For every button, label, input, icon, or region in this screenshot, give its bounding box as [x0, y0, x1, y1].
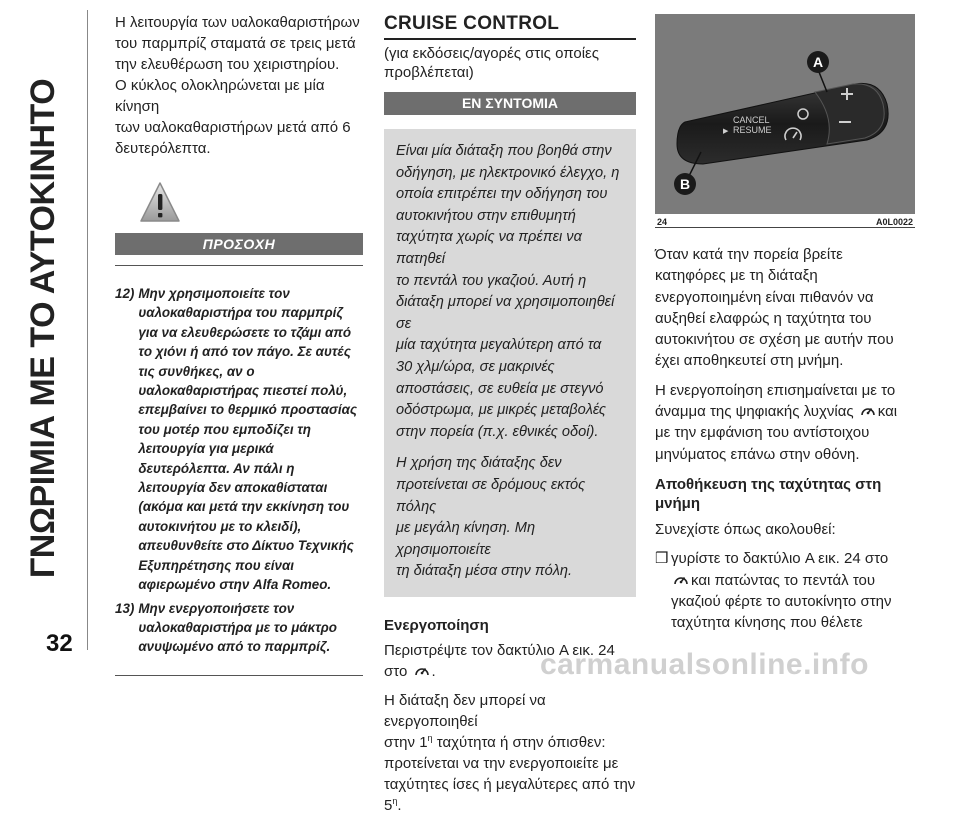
warning-list: [115, 265, 363, 676]
activation-paragraph: Η διάταξη δεν μπορεί να ενεργοποιηθεί στην $1^\eta$ ταχύτητα ή στην όπισθεν: προτείνεται να την ενεργοποιείτε με ταχύτητες ίσες ή μεγαλύτερες από την $5^\eta$.: [384, 691, 636, 814]
cruise-control-icon: [414, 664, 430, 678]
watermark: carmanualsonline.info: [540, 648, 869, 681]
resume-label: RESUME: [733, 125, 772, 135]
activation-heading: Ενεργοποίηση: [384, 616, 489, 634]
cruise-control-icon: [673, 573, 689, 587]
paragraph: Η ενεργοποίηση επισημαίνεται με το άναμμα της ψηφιακής λυχνίας και με την εμφάνιση του αντίστοιχου μηνύματος επάνω στην οθόνη.: [655, 381, 898, 463]
column-left: [115, 12, 363, 676]
callout-b: B: [679, 176, 691, 192]
resume-arrow-icon: ▶: [723, 128, 729, 135]
chapter-divider: [87, 10, 88, 650]
page-number: 32: [46, 630, 73, 657]
paragraph: Συνεχίστε όπως ακολουθεί:: [655, 520, 836, 538]
bullet-box-icon: ❒: [655, 550, 669, 568]
cruise-lever-figure: [655, 14, 915, 214]
figure-caption: [655, 214, 915, 227]
intro-paragraph: Η λειτουργία των υαλοκαθαριστήρων του παρμπρίζ σταματά σε τρεις μετά την ελευθέρωση του χειριστηρίου. Ο κύκλος ολοκληρώνεται με μία κίνηση των υαλοκαθαριστήρων μετά από 6 δευτερόλεπτα.: [115, 14, 360, 157]
activation-paragraph: Περιστρέψτε τον δακτύλιο A εικ. 24 στο .: [384, 641, 615, 680]
figure-number: 24: [657, 217, 668, 227]
column-middle: [384, 12, 636, 824]
summary-paragraph: Είναι μία διάταξη που βοηθά στην οδήγηση, με ηλεκτρονικό έλεγχο, η οποία επιτρέπει την οδήγηση του αυτοκινήτου στην επιθυμητή ταχύτητα χωρίς να πρέπει να πατηθεί το πεντάλ του γκαζιού. Αυτή η διάταξη μπορεί να χρησιμοποιηθεί σε μία ταχύτητα μεγαλύτερη από τα 30 χλμ/ώρα, σε μακρινές αποστάσεις, σε ευθεία με στεγνό οδόστρωμα, με μικρές μεταβολές στην πορεία (π.χ. εθνικές οδοί).: [396, 143, 620, 440]
cancel-label: CANCEL: [733, 115, 770, 125]
warning-item: 12) Μην χρησιμοποιείτε τον υαλοκαθαριστήρα του παρμπρίζ για να ελευθερώσετε το τζάμι από το χιόνι ή από τον πάγο. Σε αυτές τις συνθήκες, αν ο υαλοκαθαριστήρας πιεστεί πολύ, επεμβαίνει το θερμικό προστασίας του μοτέρ που εμποδίζει τη λειτουργία για μερικά δευτερόλεπτα. Αν πάλι η λειτουργία δεν αποκαθίσταται (ακόμα και μετά την εκκίνηση του αυτοκινήτου με το κλειδί), απευθυνθείτε στο Δίκτυο Τεχνικής Εξυπηρέτησης που είναι αφιερωμένο στην Alfa Romeo.: [115, 286, 358, 593]
summary-header: ΕΝ ΣΥΝΤΟΜΙΑ: [384, 92, 636, 115]
chapter-title: ΓΝΩΡΙΜΙΑ ΜΕ ΤΟ ΑΥΤΟΚΙΝΗΤΟ: [24, 78, 63, 578]
figure-code: A0L0022: [875, 217, 913, 227]
warning-item: 13) Μην ενεργοποιήσετε τον υαλοκαθαριστήρα με το μάκτρο ανυψωμένο από το παρμπρίζ.: [115, 600, 337, 655]
figure-divider: [655, 227, 915, 228]
bullet-item: ❒ γυρίστε το δακτύλιο A εικ. 24 στο και πατώντας το πεντάλ του γκαζιού φέρτε το αυτοκίνητο στην ταχύτητα κίνησης που θέλετε: [655, 548, 915, 633]
cruise-lever-illustration: [655, 14, 915, 214]
summary-box: [384, 129, 636, 597]
warning-header: ΠΡΟΣΟΧΗ: [115, 233, 363, 255]
warning-triangle-icon: [139, 181, 181, 225]
callout-a: A: [812, 54, 824, 70]
cruise-control-icon: [860, 404, 876, 418]
column-right: [655, 12, 915, 633]
paragraph: Όταν κατά την πορεία βρείτε κατηφόρες με τη διάταξη ενεργοποιημένη είναι πιθανόν να αυξηθεί ελαφρώς η ταχύτητα του αυτοκινήτου σε σχέση με αυτήν που έχει αποθηκευτεί στη μνήμη.: [655, 246, 894, 370]
section-title: CRUISE CONTROL: [384, 12, 636, 40]
memory-heading: Αποθήκευση της ταχύτητας στη μνήμη: [655, 475, 882, 512]
section-subtitle: (για εκδόσεις/αγορές στις οποίες προβλέπεται): [384, 45, 599, 81]
summary-paragraph: Η χρήση της διάταξης δεν προτείνεται σε δρόμους εκτός πόλης με μεγάλη κίνηση. Μη χρησιμοποιείτε τη διάταξη μέσα στην πόλη.: [396, 455, 586, 580]
